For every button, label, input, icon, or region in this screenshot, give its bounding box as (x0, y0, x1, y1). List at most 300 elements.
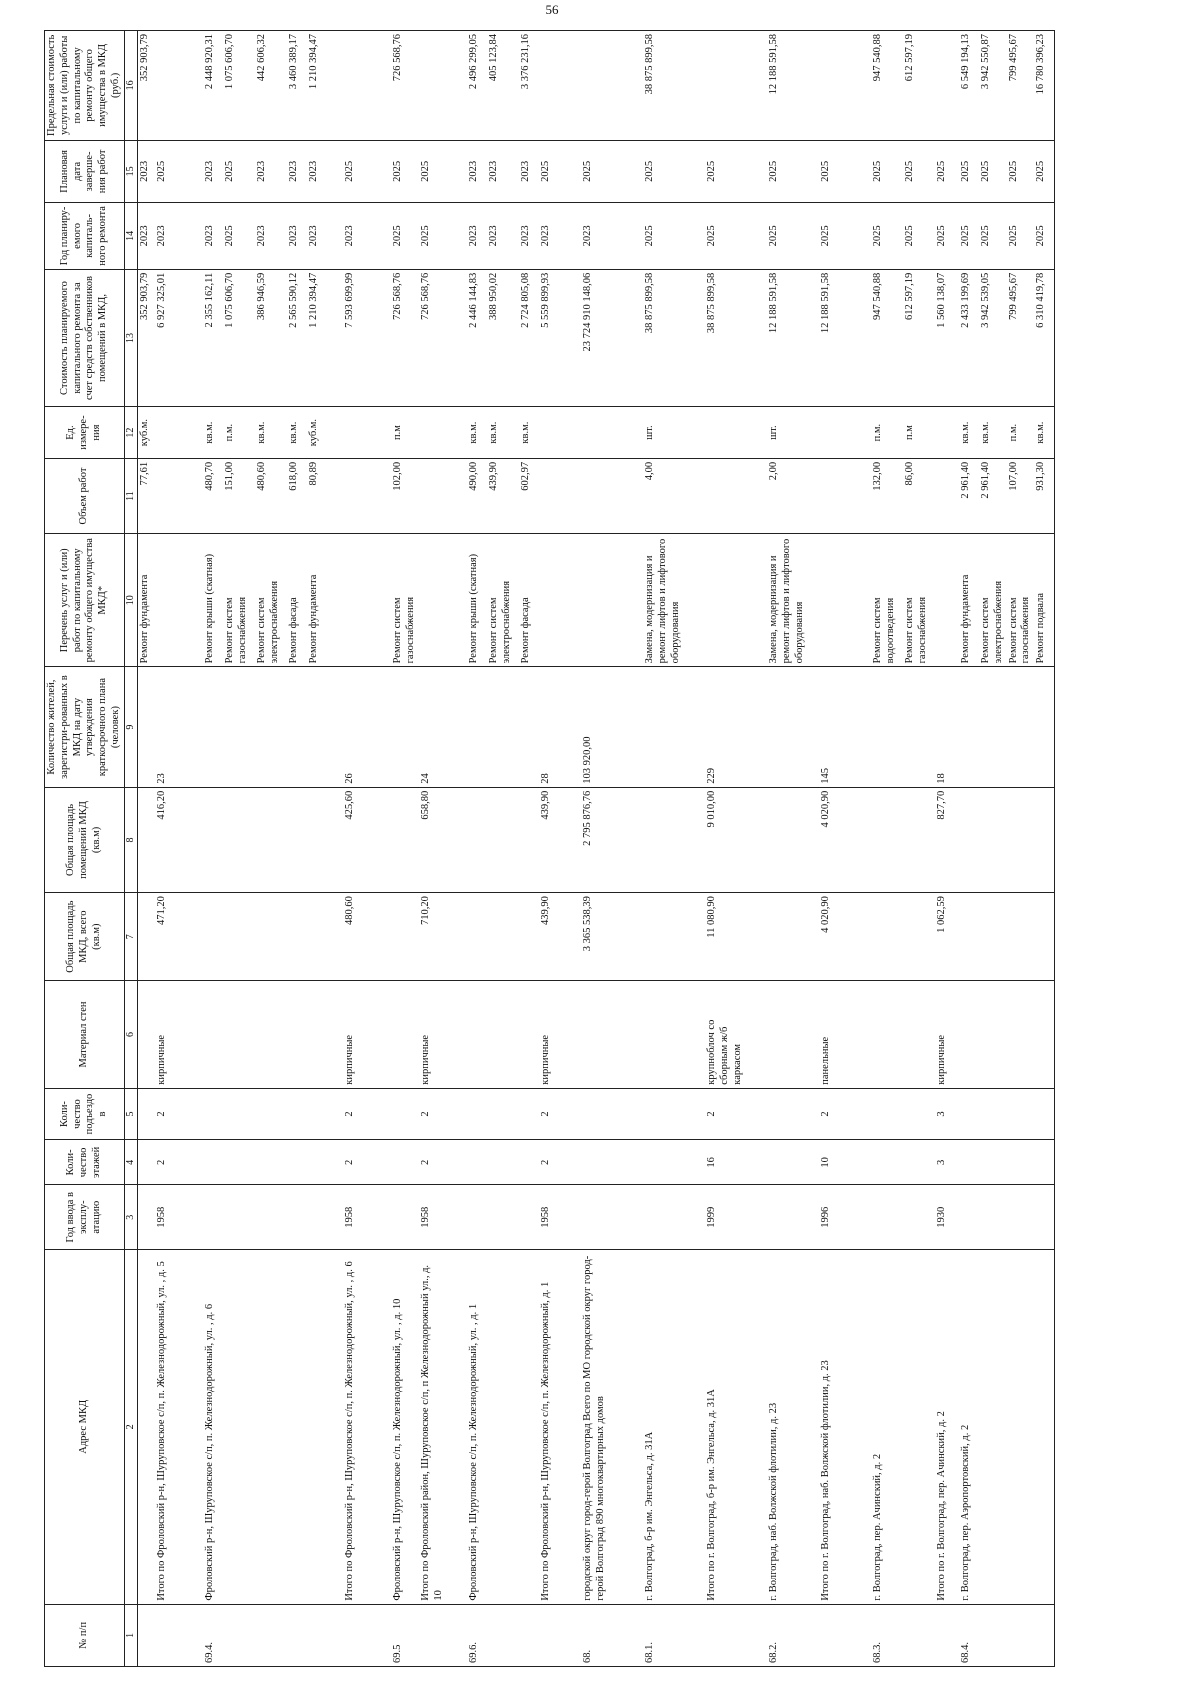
cell-entrances: 2 (705, 1088, 767, 1140)
cell-completion-date: 2025 (155, 140, 203, 202)
cell-work-volume: 151,00 (223, 458, 255, 533)
cell-wall-material: кирпичные (539, 981, 581, 1088)
cell-repair-year: 2023 (343, 203, 391, 270)
column-number: 2 (124, 1249, 137, 1604)
cell-planned-cost: 2 355 162,11 (203, 269, 223, 407)
cell-unit: кв.м. (467, 407, 487, 459)
cell-work-type: Ремонт фундамента (307, 534, 343, 667)
cell-planned-cost: 5 559 899,93 (539, 269, 581, 407)
cell-completion-date: 2023 (467, 140, 487, 202)
cell-premises-area (467, 787, 487, 892)
cell-planned-cost: 38 875 899,58 (705, 269, 767, 407)
cell-total-area: 11 080,90 (705, 893, 767, 981)
cell-wall-material (519, 981, 539, 1088)
cell-premises-area: 9 010,00 (705, 787, 767, 892)
cell-address (137, 1249, 155, 1604)
cell-planned-cost: 1 560 138,07 (935, 269, 959, 407)
cell-total-area: 4 020,90 (819, 893, 871, 981)
header-cell: Стоимость планируемого капитального ремонта за счет средств собственников помещений в МКД, (45, 269, 125, 407)
cell-max-cost: 947 540,88 (871, 31, 903, 141)
cell-premises-area (391, 787, 419, 892)
cell-address: г. Волгоград, пер. Аэропортовский, д. 2 (959, 1249, 979, 1604)
cell-work-volume: 480,60 (255, 458, 287, 533)
cell-row-index: 68.4. (959, 1604, 979, 1666)
cell-completion-date: 2025 (935, 140, 959, 202)
header-cell: Материал стен (45, 981, 125, 1088)
cell-entrances (307, 1088, 343, 1140)
cell-max-cost: 1 075 606,70 (223, 31, 255, 141)
cell-year-built (255, 1185, 287, 1249)
cell-wall-material (487, 981, 519, 1088)
cell-completion-date: 2025 (343, 140, 391, 202)
cell-row-index: 68. (581, 1604, 643, 1666)
table-row (155, 31, 203, 1667)
cell-entrances: 2 (819, 1088, 871, 1140)
cell-repair-year: 2023 (255, 203, 287, 270)
cell-wall-material (979, 981, 1007, 1088)
cell-entrances (581, 1088, 643, 1140)
cell-max-cost: 3 460 389,17 (287, 31, 307, 141)
cell-premises-area (203, 787, 223, 892)
cell-completion-date: 2023 (137, 140, 155, 202)
table-body (137, 31, 1054, 1667)
cell-entrances (519, 1088, 539, 1140)
cell-planned-cost: 12 188 591,58 (767, 269, 819, 407)
header-cell: Плановая дата заверше-ния работ (45, 140, 125, 202)
cell-work-type: Ремонт систем газоснабжения (391, 534, 419, 667)
cell-row-index (1034, 1604, 1054, 1666)
table-row (959, 31, 979, 1667)
cell-floors: 2 (155, 1140, 203, 1185)
cell-row-index (223, 1604, 255, 1666)
cell-work-volume: 80,89 (307, 458, 343, 533)
cell-address: городской округ город-герой Волгоград Всего по МО городской округ город-герой Волгоград 890 многоквартирных домов (581, 1249, 643, 1604)
cell-residents (1007, 667, 1035, 787)
cell-planned-cost: 7 593 699,99 (343, 269, 391, 407)
cell-premises-area (979, 787, 1007, 892)
cell-wall-material (255, 981, 287, 1088)
cell-address: Фроловский р-н, Шуруповское с/п, п. Железнодорожный, ул. , д. 1 (467, 1249, 487, 1604)
cell-max-cost: 3 376 231,16 (519, 31, 539, 141)
cell-max-cost (155, 31, 203, 141)
table-row (903, 31, 935, 1667)
cell-year-built (519, 1185, 539, 1249)
cell-floors (307, 1140, 343, 1185)
cell-planned-cost: 1 075 606,70 (223, 269, 255, 407)
cell-premises-area (959, 787, 979, 892)
cell-unit (155, 407, 203, 459)
cell-total-area (903, 893, 935, 981)
cell-entrances: 2 (343, 1088, 391, 1140)
cell-residents (287, 667, 307, 787)
header-cell: Год ввода в эксплу-атацию (45, 1185, 125, 1249)
cell-completion-date: 2025 (1034, 140, 1054, 202)
cell-floors: 16 (705, 1140, 767, 1185)
cell-residents (1034, 667, 1054, 787)
table-row (519, 31, 539, 1667)
cell-unit (539, 407, 581, 459)
cell-repair-year: 2025 (1034, 203, 1054, 270)
cell-wall-material: кирпичные (935, 981, 959, 1088)
header-cell: Общая площадь МКД, всего (кв.м) (45, 893, 125, 981)
cell-year-built (903, 1185, 935, 1249)
cell-total-area: 1 062,59 (935, 893, 959, 981)
cell-max-cost: 799 495,67 (1007, 31, 1035, 141)
cell-max-cost (581, 31, 643, 141)
cell-entrances (903, 1088, 935, 1140)
cell-repair-year: 2023 (467, 203, 487, 270)
cell-work-type: Ремонт фундамента (137, 534, 155, 667)
cell-total-area (643, 893, 705, 981)
header-cell: Перечень услуг и (или) работ по капитальному ремонту общего имущества МКД* (45, 534, 125, 667)
cell-unit (581, 407, 643, 459)
header-cell: Коли-чество подъездо в (45, 1088, 125, 1140)
cell-address: Итого по Фроловский р-н, Шуруповское с/п, п. Железнодорожный, ул. , д. 6 (343, 1249, 391, 1604)
cell-completion-date: 2025 (959, 140, 979, 202)
cell-year-built (223, 1185, 255, 1249)
cell-work-type (539, 534, 581, 667)
cell-address (255, 1249, 287, 1604)
cell-repair-year: 2025 (767, 203, 819, 270)
cell-year-built (391, 1185, 419, 1249)
cell-residents: 145 (819, 667, 871, 787)
cell-max-cost (539, 31, 581, 141)
table-row (307, 31, 343, 1667)
cell-work-type (581, 534, 643, 667)
cell-row-index (487, 1604, 519, 1666)
cell-repair-year: 2025 (223, 203, 255, 270)
column-number: 15 (124, 140, 137, 202)
header-cell: Адрес МКД (45, 1249, 125, 1604)
cell-planned-cost: 3 942 539,05 (979, 269, 1007, 407)
cell-address: Итого по Фроловский р-н, Шуруповское с/п, п. Железнодорожный, ул. , д. 5 (155, 1249, 203, 1604)
cell-row-index (307, 1604, 343, 1666)
cell-year-built (581, 1185, 643, 1249)
cell-work-type (155, 534, 203, 667)
cell-wall-material (467, 981, 487, 1088)
cell-residents: 24 (419, 667, 467, 787)
cell-work-type: Замена, модернизация и ремонт лифтов и лифтового оборудования (767, 534, 819, 667)
column-number: 13 (124, 269, 137, 407)
table-row (223, 31, 255, 1667)
cell-wall-material (1007, 981, 1035, 1088)
repair-plan-table (44, 30, 1055, 1667)
cell-year-built (643, 1185, 705, 1249)
cell-wall-material (223, 981, 255, 1088)
cell-planned-cost: 2 446 144,83 (467, 269, 487, 407)
cell-floors (487, 1140, 519, 1185)
cell-year-built: 1999 (705, 1185, 767, 1249)
column-number: 7 (124, 893, 137, 981)
table-row (137, 31, 155, 1667)
cell-residents: 229 (705, 667, 767, 787)
cell-address: г. Волгоград, наб. Волжской флотилии, д. 23 (767, 1249, 819, 1604)
cell-max-cost: 726 568,76 (391, 31, 419, 141)
cell-year-built (467, 1185, 487, 1249)
cell-residents: 23 (155, 667, 203, 787)
cell-floors (1034, 1140, 1054, 1185)
cell-premises-area (1007, 787, 1035, 892)
cell-row-index: 68.1. (643, 1604, 705, 1666)
header-cell: Ед. измере-ния (45, 407, 125, 459)
cell-entrances (979, 1088, 1007, 1140)
cell-entrances (467, 1088, 487, 1140)
cell-year-built: 1930 (935, 1185, 959, 1249)
cell-work-type: Ремонт подвала (1034, 534, 1054, 667)
cell-max-cost: 405 123,84 (487, 31, 519, 141)
cell-total-area (519, 893, 539, 981)
cell-completion-date: 2025 (871, 140, 903, 202)
cell-residents (203, 667, 223, 787)
cell-completion-date: 2025 (391, 140, 419, 202)
cell-unit: куб.м. (307, 407, 343, 459)
cell-floors (391, 1140, 419, 1185)
cell-floors (871, 1140, 903, 1185)
cell-premises-area: 416,20 (155, 787, 203, 892)
cell-planned-cost: 726 568,76 (419, 269, 467, 407)
cell-completion-date: 2025 (819, 140, 871, 202)
page-number: 56 (545, 2, 559, 17)
header-cell: Общая площадь помещений МКД (кв.м) (45, 787, 125, 892)
cell-unit: кв.м. (519, 407, 539, 459)
cell-work-volume: 86,00 (903, 458, 935, 533)
cell-max-cost (419, 31, 467, 141)
cell-total-area: 439,90 (539, 893, 581, 981)
cell-total-area (979, 893, 1007, 981)
cell-work-type (705, 534, 767, 667)
cell-work-volume: 490,00 (467, 458, 487, 533)
cell-entrances (391, 1088, 419, 1140)
cell-unit: кв.м. (255, 407, 287, 459)
cell-floors: 2 (419, 1140, 467, 1185)
cell-work-volume: 439,90 (487, 458, 519, 533)
cell-premises-area: 658,80 (419, 787, 467, 892)
cell-total-area (959, 893, 979, 981)
cell-unit: кв.м. (487, 407, 519, 459)
cell-year-built (871, 1185, 903, 1249)
cell-work-volume (155, 458, 203, 533)
cell-wall-material: кирпичные (155, 981, 203, 1088)
cell-wall-material (903, 981, 935, 1088)
cell-planned-cost: 1 210 394,47 (307, 269, 343, 407)
cell-entrances (223, 1088, 255, 1140)
cell-unit (819, 407, 871, 459)
cell-planned-cost: 2 724 805,08 (519, 269, 539, 407)
cell-unit: кв.м. (287, 407, 307, 459)
cell-planned-cost: 38 875 899,58 (643, 269, 705, 407)
cell-planned-cost: 352 903,79 (137, 269, 155, 407)
cell-entrances (1007, 1088, 1035, 1140)
cell-residents (767, 667, 819, 787)
cell-premises-area: 2 795 876,76 (581, 787, 643, 892)
cell-repair-year: 2025 (1007, 203, 1035, 270)
cell-entrances (487, 1088, 519, 1140)
cell-repair-year: 2023 (287, 203, 307, 270)
cell-premises-area: 4 020,90 (819, 787, 871, 892)
cell-repair-year: 2023 (203, 203, 223, 270)
cell-work-type: Ремонт фундамента (959, 534, 979, 667)
cell-floors (643, 1140, 705, 1185)
table-row (287, 31, 307, 1667)
cell-completion-date: 2025 (643, 140, 705, 202)
cell-year-built (1034, 1185, 1054, 1249)
cell-completion-date: 2023 (487, 140, 519, 202)
cell-completion-date: 2025 (767, 140, 819, 202)
cell-total-area (287, 893, 307, 981)
cell-completion-date: 2023 (203, 140, 223, 202)
table-row (705, 31, 767, 1667)
cell-completion-date: 2023 (287, 140, 307, 202)
cell-planned-cost: 6 310 419,78 (1034, 269, 1054, 407)
column-number: 16 (124, 31, 137, 141)
column-number: 8 (124, 787, 137, 892)
cell-work-type: Ремонт систем электроснабжения (979, 534, 1007, 667)
cell-total-area: 471,20 (155, 893, 203, 981)
cell-work-type (343, 534, 391, 667)
cell-wall-material (767, 981, 819, 1088)
cell-max-cost: 2 496 299,05 (467, 31, 487, 141)
cell-completion-date: 2025 (903, 140, 935, 202)
cell-unit: кв.м. (959, 407, 979, 459)
cell-wall-material (959, 981, 979, 1088)
column-number-row (124, 31, 137, 1667)
cell-wall-material (871, 981, 903, 1088)
cell-work-type: Замена, модернизация и ремонт лифтов и лифтового оборудования (643, 534, 705, 667)
cell-work-type: Ремонт фасада (519, 534, 539, 667)
cell-premises-area (307, 787, 343, 892)
cell-premises-area (871, 787, 903, 892)
cell-work-type: Ремонт фасада (287, 534, 307, 667)
table-row (1007, 31, 1035, 1667)
cell-max-cost: 16 780 396,23 (1034, 31, 1054, 141)
cell-work-volume (419, 458, 467, 533)
cell-repair-year: 2023 (155, 203, 203, 270)
cell-entrances (767, 1088, 819, 1140)
cell-entrances (255, 1088, 287, 1140)
cell-repair-year: 2025 (871, 203, 903, 270)
cell-residents: 103 920,00 (581, 667, 643, 787)
cell-address (287, 1249, 307, 1604)
cell-row-index (287, 1604, 307, 1666)
cell-year-built (959, 1185, 979, 1249)
cell-wall-material (307, 981, 343, 1088)
cell-work-volume: 2 961,40 (979, 458, 1007, 533)
cell-repair-year: 2025 (935, 203, 959, 270)
cell-address: Итого по г. Волгоград, б-р им. Энгельса, д. 31А (705, 1249, 767, 1604)
table-row (419, 31, 467, 1667)
cell-residents (223, 667, 255, 787)
cell-residents: 26 (343, 667, 391, 787)
cell-floors (581, 1140, 643, 1185)
cell-floors (467, 1140, 487, 1185)
cell-wall-material (643, 981, 705, 1088)
cell-work-volume (539, 458, 581, 533)
cell-max-cost (343, 31, 391, 141)
table-row (979, 31, 1007, 1667)
cell-floors (903, 1140, 935, 1185)
cell-entrances (959, 1088, 979, 1140)
cell-premises-area (137, 787, 155, 892)
cell-planned-cost: 612 597,19 (903, 269, 935, 407)
cell-repair-year: 2025 (419, 203, 467, 270)
cell-planned-cost: 388 950,02 (487, 269, 519, 407)
cell-max-cost (705, 31, 767, 141)
cell-total-area (467, 893, 487, 981)
cell-work-type: Ремонт систем электроснабжения (487, 534, 519, 667)
cell-total-area (487, 893, 519, 981)
cell-premises-area (223, 787, 255, 892)
cell-max-cost: 442 606,32 (255, 31, 287, 141)
cell-work-type (419, 534, 467, 667)
cell-floors (959, 1140, 979, 1185)
cell-repair-year: 2025 (959, 203, 979, 270)
header-cell: Коли-чество этажей (45, 1140, 125, 1185)
cell-year-built (1007, 1185, 1035, 1249)
cell-row-index (979, 1604, 1007, 1666)
cell-premises-area (767, 787, 819, 892)
cell-total-area (767, 893, 819, 981)
cell-max-cost (935, 31, 959, 141)
cell-unit: шт. (643, 407, 705, 459)
cell-planned-cost: 799 495,67 (1007, 269, 1035, 407)
cell-unit (419, 407, 467, 459)
cell-premises-area (287, 787, 307, 892)
cell-unit: кв.м. (979, 407, 1007, 459)
table-row (467, 31, 487, 1667)
column-number: 5 (124, 1088, 137, 1140)
cell-floors (979, 1140, 1007, 1185)
cell-year-built (203, 1185, 223, 1249)
cell-entrances (203, 1088, 223, 1140)
cell-repair-year: 2025 (819, 203, 871, 270)
cell-address: Фроловский р-н, Шуруповское с/п, п. Железнодорожный, ул. , д. 10 (391, 1249, 419, 1604)
cell-row-index (155, 1604, 203, 1666)
cell-year-built: 1996 (819, 1185, 871, 1249)
cell-work-volume (343, 458, 391, 533)
cell-repair-year: 2023 (137, 203, 155, 270)
header-cell: Количество жителей, зарегистри-рованных в МКД на дату утверждения краткосрочного плана (человек) (45, 667, 125, 787)
cell-max-cost: 3 942 550,87 (979, 31, 1007, 141)
cell-work-volume: 602,97 (519, 458, 539, 533)
cell-work-volume: 4,00 (643, 458, 705, 533)
cell-max-cost: 6 549 194,13 (959, 31, 979, 141)
cell-planned-cost: 6 927 325,01 (155, 269, 203, 407)
cell-address: Итого по г. Волгоград, наб. Волжской флотилии, д. 23 (819, 1249, 871, 1604)
cell-planned-cost: 12 188 591,58 (819, 269, 871, 407)
cell-wall-material: кирпичные (419, 981, 467, 1088)
cell-year-built (137, 1185, 155, 1249)
cell-address (979, 1249, 1007, 1604)
cell-year-built (767, 1185, 819, 1249)
column-number: 14 (124, 203, 137, 270)
cell-max-cost: 612 597,19 (903, 31, 935, 141)
cell-unit: п.м (391, 407, 419, 459)
header-cell: Год планиру-емого капиталь-ного ремонта (45, 203, 125, 270)
cell-unit: куб.м. (137, 407, 155, 459)
cell-work-volume (705, 458, 767, 533)
cell-completion-date: 2025 (539, 140, 581, 202)
cell-total-area (871, 893, 903, 981)
cell-row-index (935, 1604, 959, 1666)
cell-floors (767, 1140, 819, 1185)
cell-work-type: Ремонт крыши (скатная) (467, 534, 487, 667)
cell-unit: п.м (903, 407, 935, 459)
cell-row-index (255, 1604, 287, 1666)
cell-completion-date: 2023 (255, 140, 287, 202)
cell-floors: 2 (539, 1140, 581, 1185)
cell-entrances (1034, 1088, 1054, 1140)
cell-residents (467, 667, 487, 787)
